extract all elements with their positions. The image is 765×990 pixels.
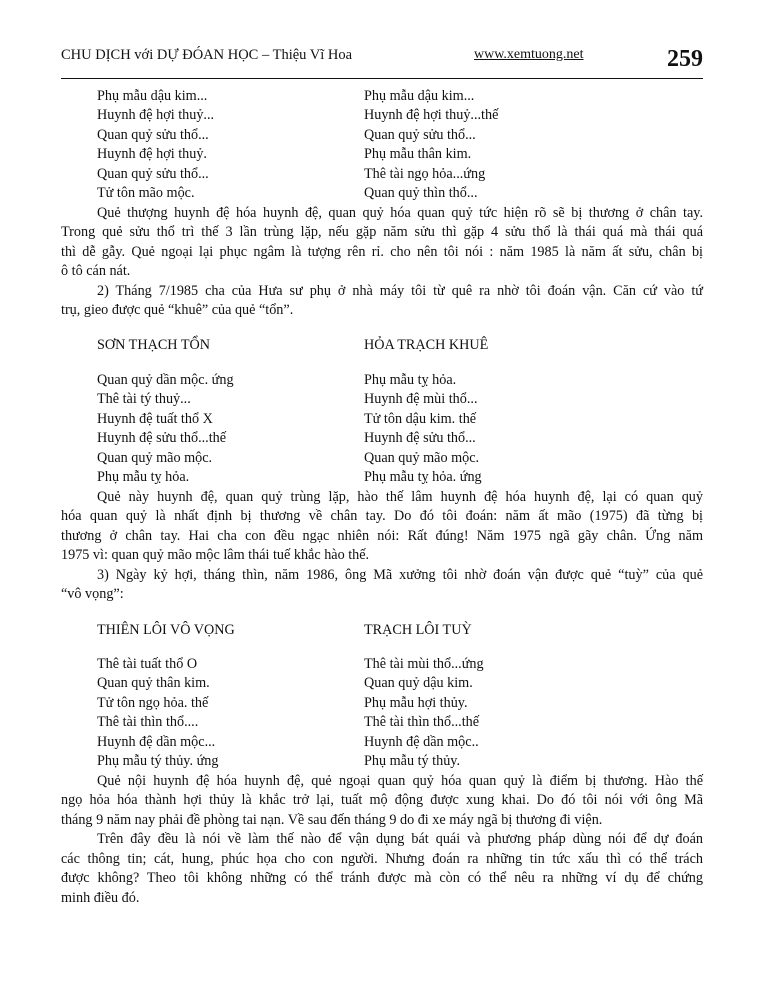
paragraph-line: Trong quẻ sửu thổ trì thế 3 lần trùng lặp, nếu gặp năm sửu thì gặp 4 sửu thổ là thái quá mà thái quá (61, 224, 703, 240)
hexagram-line-right: Phụ mẫu dậu kim... (364, 88, 475, 104)
paragraph-line: “vô vọng”: (61, 586, 124, 602)
hexagram-line-right: Thê tài mùi thổ...ứng (364, 656, 484, 672)
hexagram-line-right: Huynh đệ mùi thổ... (364, 391, 478, 407)
hexagram-line-right: Phụ mẫu thân kim. (364, 146, 472, 162)
hexagram-line-left: Quan quỷ sửu thổ... (97, 166, 209, 182)
paragraph-line: minh điều đó. (61, 890, 140, 906)
hexagram-line-right: Thê tài thìn thổ...thế (364, 714, 480, 730)
hexagram-line-right: Quan quỷ thìn thổ... (364, 185, 478, 201)
paragraph-line: ngọ hỏa hóa thành hợi thủy là khắc trở lại, tuất mộ động được xung khai. Do đó tôi nói với ông Mã (61, 792, 703, 808)
paragraph-line: 2) Tháng 7/1985 cha của Hưa sư phụ ở nhà máy tôi từ quê ra nhờ tôi đoán vận. Căn cứ vào tứ (97, 283, 703, 299)
paragraph-line: hóa quan quỷ là nhất định bị thương về chân tay. Do đó tôi đoán: năm ất mão (1975) đã từng bị (61, 508, 703, 524)
hexagram-line-left: Phụ mẫu tý thủy. ứng (97, 753, 219, 769)
paragraph-line: được không? Theo tôi không những có thể tránh được mà còn có thể nêu ra những ví dụ để chứng (61, 870, 703, 886)
hexagram-line-right: Phụ mẫu tỵ hỏa. (364, 372, 457, 388)
hexagram-line-right: Phụ mẫu tỵ hỏa. ứng (364, 469, 482, 485)
hexagram-line-right: Quan quỷ dậu kim. (364, 675, 473, 691)
paragraph-line: Trên đây đều là nói về làm thế nào để vận dụng bát quái và phương pháp dùng nói để dự đoán (97, 831, 703, 847)
hexagram-line-right: Huynh đệ sửu thổ... (364, 430, 476, 446)
hexagram-line-right: Quan quỷ sửu thổ... (364, 127, 476, 143)
hexagram-line-left: Huynh đệ tuất thổ X (97, 411, 213, 427)
paragraph-line: ô tô cán nát. (61, 263, 131, 279)
hexagram-line-left: Thê tài tý thuỷ... (97, 391, 191, 407)
paragraph-line: tháng 9 năm nay phải đề phòng tai nạn. Về sau đến tháng 9 do đi xe máy ngã bị thương đi viện. (61, 812, 603, 828)
header-rule (61, 78, 703, 79)
paragraph-line: trụ, gieo được quẻ “khuê” của quẻ “tổn”. (61, 302, 294, 318)
hexagram-line-right: Thê tài ngọ hỏa...ứng (364, 166, 486, 182)
hexagram-line-left: Huynh đệ hợi thuỷ. (97, 146, 207, 162)
hexagram-line-right: Phụ mẫu tý thủy. (364, 753, 461, 769)
hexagram-line-left: Quan quỷ sửu thổ... (97, 127, 209, 143)
hexagram-line-left: Thê tài tuất thổ O (97, 656, 198, 672)
hexagram-line-left: Quan quỷ dần mộc. ứng (97, 372, 234, 388)
page-number: 259 (667, 46, 703, 72)
paragraph-line: Quẻ thượng huynh đệ hóa huynh đệ, quan quỷ hóa quan quỷ tức hiện rõ sẽ bị thương ở chân tay. (97, 205, 703, 221)
hexagram-line-right: Tử tôn dậu kim. thế (364, 411, 477, 427)
paragraph-line: 1975 vì: quan quỷ mão mộc lâm thái tuế khắc hào thế. (61, 547, 370, 563)
paragraph-line: 3) Ngày kỷ hợi, tháng thìn, năm 1986, ông Mã xưởng tôi nhờ đoán vận được quẻ “tuỳ” của quẻ (97, 567, 703, 583)
paragraph-line: Quẻ này huynh đệ, quan quỷ trùng lặp, hào thế lâm huynh đệ hóa huynh đệ, lại có quan quỷ (97, 489, 703, 505)
running-header-title: CHU DỊCH với DỰ ĐÓAN HỌC – Thiệu Vĩ Hoa (61, 47, 353, 63)
hexagram-line-left: Thê tài thìn thổ.... (97, 714, 199, 730)
hexagram-title-right: TRẠCH LÔI TUỲ (364, 622, 472, 638)
hexagram-line-left: Huynh đệ dần mộc... (97, 734, 216, 750)
hexagram-title-left: THIÊN LÔI VÔ VỌNG (97, 622, 235, 638)
paragraph-line: các thông tin; cát, hung, phúc họa cho con người. Nhưng đoán ra những tin tức xấu thì có thể trách (61, 851, 703, 867)
hexagram-line-left: Huynh đệ sửu thổ...thế (97, 430, 227, 446)
hexagram-line-left: Phụ mẫu tỵ hỏa. (97, 469, 190, 485)
hexagram-line-left: Tử tôn ngọ hỏa. thế (97, 695, 209, 711)
hexagram-line-right: Phụ mẫu hợi thủy. (364, 695, 468, 711)
hexagram-title-left: SƠN THẠCH TỔN (97, 337, 210, 353)
hexagram-line-left: Quan quỷ thân kim. (97, 675, 210, 691)
website-link[interactable]: www.xemtuong.net (474, 47, 584, 62)
paragraph-line: Quẻ nội huynh đệ hóa huynh đệ, quẻ ngoại quan quỷ hóa quan quỷ là điểm bị thương. Hào thế (97, 773, 703, 789)
hexagram-line-left: Phụ mẫu dậu kim... (97, 88, 208, 104)
hexagram-line-right: Huynh đệ dần mộc.. (364, 734, 479, 750)
hexagram-line-left: Huynh đệ hợi thuỷ... (97, 107, 215, 123)
hexagram-line-left: Quan quỷ mão mộc. (97, 450, 213, 466)
paragraph-line: thương ở chân tay. Hai cha con đều ngạc nhiên nói: Rất đúng! Năm 1975 ngã gãy chân. Ứng năm (61, 528, 703, 544)
hexagram-line-right: Huynh đệ hợi thuỷ...thế (364, 107, 499, 123)
paragraph-line: thì dễ gẫy. Quẻ ngoại lại phục ngâm là tượng rên rỉ. cho nên tôi nói : năm 1985 là năm ất sửu, chân bị (61, 244, 703, 260)
hexagram-line-right: Quan quỷ mão mộc. (364, 450, 480, 466)
hexagram-line-left: Tử tôn mão mộc. (97, 185, 195, 201)
hexagram-title-right: HỎA TRẠCH KHUÊ (364, 337, 489, 353)
